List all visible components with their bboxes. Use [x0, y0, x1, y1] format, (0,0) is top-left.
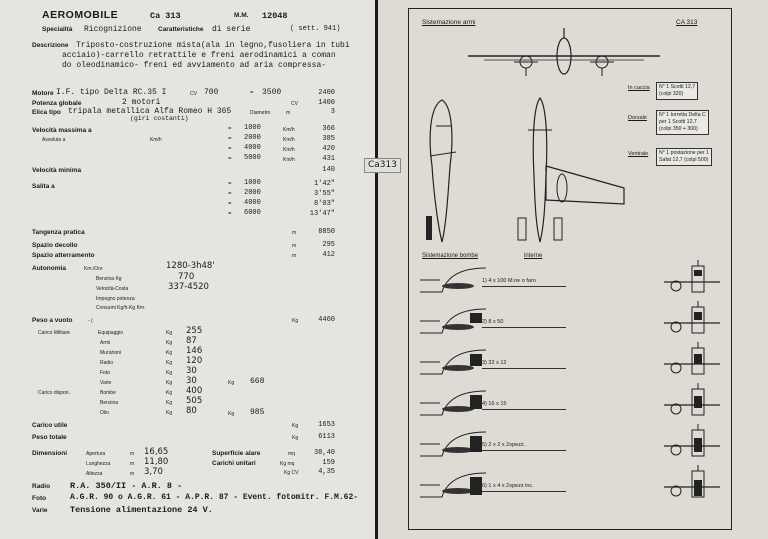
dim-item: Altezza: [86, 471, 103, 477]
caccia-line: N° 1 Scotti 12,7: [659, 84, 696, 90]
decollo-unit: m: [292, 243, 297, 249]
peso-vuoto-label: Peso a vuoto: [32, 317, 73, 324]
desc-line-2: acciaio)-carrello retrattile e freni aerodinamici a coman: [62, 51, 336, 60]
potenza-label: Potenza globale: [32, 100, 82, 107]
carico-mil-item: Munizioni: [100, 350, 122, 356]
elica-label: Elica tipo: [32, 109, 61, 116]
dim-value: 11,80: [144, 457, 169, 467]
vmax-unit: Km/h: [283, 137, 295, 143]
salita-alt: 6000: [244, 209, 261, 217]
dim-unit: m: [130, 461, 135, 467]
vmax-alt: 2000: [244, 134, 261, 142]
equals-sign: =: [228, 136, 232, 142]
dim-label: Dimensioni: [32, 450, 68, 457]
potenza-value: 2 motori: [122, 98, 161, 107]
equals-sign: =: [228, 126, 232, 132]
bomb-row-rule: [482, 491, 566, 492]
vmin-value: 140: [322, 166, 335, 174]
carico-mil-value: 30: [186, 376, 197, 386]
bomb-row-label: 4) 16 x 15: [482, 401, 507, 407]
peso-vuoto-value: 4460: [318, 316, 335, 324]
carico-mil-unit: Kg: [166, 340, 173, 346]
vmax-unit: Km/h: [283, 157, 295, 163]
bomb-bay-sketch-icon: [418, 426, 488, 460]
carico-disp-value: 505: [186, 396, 203, 406]
desc-line-3: do oleodinamico- freni ed avviamento ad aria compressa-: [62, 61, 327, 70]
dim-value: 3,70: [144, 467, 163, 477]
char-value: di serie: [212, 25, 251, 34]
peso-totale-label: Peso totale: [32, 434, 67, 441]
peso-totale-value: 6113: [318, 433, 335, 441]
varie-value: Tensione alimentazione 24 V.: [70, 505, 213, 515]
carico-mil-item: Radio: [100, 360, 114, 366]
carichi-unit: Kg mq: [280, 461, 295, 467]
equals-sign: =: [250, 90, 254, 96]
bomb-row-label: 2) 8 x 50: [482, 319, 504, 325]
peso-vuoto-paren: - (: [88, 318, 93, 324]
dorsale-line: per 1 Scotti 12,7: [659, 119, 697, 126]
auton-label: Autonomia: [32, 265, 66, 272]
decollo-value: 295: [322, 241, 335, 249]
dorsale-line: (colpi 350 + 300): [659, 126, 698, 133]
velcosta-value: 337-4520: [168, 282, 209, 292]
foto-label: Foto: [32, 495, 47, 502]
atterr-label: Spazio atterramento: [32, 252, 95, 259]
giri-result: 2400: [318, 89, 335, 97]
ventrale-line: N° 1 postazione per 1: [659, 150, 709, 156]
dim-unit: m: [130, 451, 135, 457]
tang-value: 8850: [318, 228, 335, 236]
dorsale-label: Dorsale: [628, 115, 647, 121]
salita-alt: 1000: [244, 179, 261, 187]
vmax-alt: 1000: [244, 124, 261, 132]
carico-mil-unit: Kg: [166, 330, 173, 336]
equals-sign: =: [228, 211, 232, 217]
bomb-bay-sketch-icon: [418, 467, 488, 501]
vmax-value: 420: [322, 145, 335, 153]
bomb-rear-view-icon: [662, 342, 722, 378]
armament-drawing-page: [378, 0, 768, 539]
bomb-row-label: 6) 1 x 4 x 2spezz inc.: [482, 483, 534, 489]
caccia-line: (colpi 320): [659, 91, 684, 98]
mm-label: M.M.: [234, 12, 249, 19]
carichi-value: 159: [322, 459, 335, 467]
desc-label: Descrizione: [32, 42, 69, 49]
potenza-cv-label: CV: [291, 101, 298, 107]
carico-mil-item: Foto: [100, 370, 111, 376]
caccia-box: [656, 82, 698, 100]
dim-unit: m: [130, 471, 135, 477]
vmin-label: Velocità minima: [32, 167, 82, 174]
bomb-bay-sketch-icon: [418, 262, 488, 296]
salita-value: 1'42": [313, 180, 335, 188]
carico-disp-value: 80: [186, 406, 197, 416]
carico-disp-total: 985: [250, 408, 265, 417]
vmax-value: 385: [322, 135, 335, 143]
dim-item: Lunghezza: [86, 461, 111, 467]
spec-value: Ricognizione: [84, 25, 142, 34]
carico-disp-unit: Kg: [166, 400, 173, 406]
aircraft-top-view-icon: [508, 96, 628, 246]
bomb-row-rule: [482, 286, 566, 287]
carico-mil-value: 87: [186, 336, 197, 346]
vmax-label: Velocità massima a: [32, 127, 92, 134]
radio-value: R.A. 350/II - A.R. 8 -: [70, 481, 183, 491]
carico-disp-kg: Kg: [228, 411, 235, 417]
atterr-value: 412: [322, 251, 335, 259]
bomb-rear-view-icon: [662, 260, 722, 296]
equals-sign: =: [228, 156, 232, 162]
bomb-row-rule: [482, 327, 566, 328]
bomb-rear-view-icon: [662, 301, 722, 337]
equals-sign: =: [228, 181, 232, 187]
aircraft-model: Ca 313: [150, 11, 181, 21]
carico-mil-unit: Kg: [166, 360, 173, 366]
carico-utile-value: 1653: [318, 421, 335, 429]
giri-value: 3500: [262, 88, 282, 97]
foto-value: A.G.R. 90 o A.G.R. 61 - A.P.R. 87 - Event. fotomitr. F.M.62-: [70, 493, 359, 502]
carico-mil-unit: Kg: [166, 370, 173, 376]
potenza-result: 1400: [318, 99, 335, 107]
sup-label: Superficie alare: [212, 450, 261, 457]
ventrale-box: [656, 148, 712, 166]
vmax-unit: Km/h: [283, 147, 295, 153]
carico-disp-unit: Kg: [166, 410, 173, 416]
benzina-value: 770: [178, 272, 195, 282]
atterr-unit: m: [292, 253, 297, 259]
spec-sheet-page: [0, 0, 375, 539]
carico-disp-item: Bombe: [100, 390, 116, 396]
equals-sign: =: [228, 146, 232, 152]
mm-value: 12048: [262, 11, 288, 21]
bomb-rear-view-icon: [662, 424, 722, 460]
equals-sign: =: [228, 191, 232, 197]
carico-mil-item: Armi: [100, 340, 111, 346]
carico-mil-unit: Kg: [166, 350, 173, 356]
auton-sub: Km./Ore: [84, 266, 103, 272]
carico-disp-value: 400: [186, 386, 203, 396]
carico-mil-item: Equipaggio: [98, 330, 124, 336]
motore-label: Motore: [32, 90, 54, 97]
desc-line-1: Triposto-costruzione mista(ala in legno,fusoliera in tubi: [76, 41, 350, 50]
sup-unit: mq: [288, 451, 295, 457]
salita-label: Salita a: [32, 183, 55, 190]
elica-note: (giri costanti): [130, 115, 189, 122]
carico-utile-unit: Kg: [292, 423, 299, 429]
auton-value: 1280-3h48': [166, 261, 215, 271]
velcosta-sub: Velocità-Costa: [96, 286, 129, 292]
ass-label: Assoluta a: [42, 137, 66, 143]
vmax-unit: Km/h: [283, 127, 295, 133]
carico-mil-item: Varie: [100, 380, 112, 386]
kgcv-label: Kg CV: [284, 470, 299, 476]
impegno-sub: Impegno potenza: [96, 296, 135, 302]
tang-unit: m: [292, 230, 297, 236]
carico-mil-value: 30: [186, 366, 197, 376]
carico-mil-label: Carico Militare: [38, 330, 70, 336]
varie-label: Varie: [32, 507, 48, 514]
bomb-bay-sketch-icon: [418, 385, 488, 419]
carico-mil-value: 120: [186, 356, 203, 366]
carico-disp-unit: Kg: [166, 390, 173, 396]
peso-totale-unit: Kg: [292, 435, 299, 441]
side-note: Ca313: [364, 158, 401, 173]
carico-disp-label: Carico dispon.: [38, 390, 70, 396]
benzina-sub: Benzina Kg: [96, 276, 122, 282]
bomb-row-label: 5) 2 x 2 x 2spezz.: [482, 442, 526, 448]
salita-value: 3'55": [313, 190, 335, 198]
ass-kmh: Km/h: [150, 137, 162, 143]
vmax-value: 431: [322, 155, 335, 163]
aircraft-plan-view-icon: [464, 26, 664, 86]
cv-label: CV: [190, 91, 197, 97]
salita-value: 8'03": [313, 200, 335, 208]
carico-mil-kg: Kg: [228, 380, 235, 386]
caccia-label: In caccia: [628, 85, 650, 91]
armament-model: CA 313: [676, 19, 698, 26]
sup-value: 38,40: [313, 449, 335, 457]
vmax-alt: 4000: [244, 144, 261, 152]
salita-alt: 4000: [244, 199, 261, 207]
dim-value: 16,65: [144, 447, 169, 457]
bomb-row-label: 1) 4 x 100 M.ne o faro: [482, 278, 536, 284]
bomb-bay-sketch-icon: [418, 303, 488, 337]
elica-diam-unit: m: [286, 110, 291, 116]
peso-vuoto-unit: Kg: [292, 318, 299, 324]
char-label: Caratteristiche: [158, 26, 204, 33]
radio-label: Radio: [32, 483, 51, 490]
carico-mil-value: 146: [186, 346, 203, 356]
salita-value: 13'47": [309, 210, 335, 218]
elica-diam-label: Diametro: [250, 110, 271, 116]
bombs-title-b: interne: [524, 253, 543, 259]
salita-alt: 2000: [244, 189, 261, 197]
armament-title: Sistemazione armi: [422, 19, 476, 26]
carico-disp-item: Benzina: [100, 400, 119, 406]
tang-label: Tangenza pratica: [32, 229, 85, 236]
char-date: ( sett. 941): [290, 25, 341, 33]
carico-mil-total: 668: [250, 377, 265, 386]
decollo-label: Spazio decollo: [32, 242, 78, 249]
carico-mil-unit: Kg: [166, 380, 173, 386]
carico-disp-item: Olio: [100, 410, 109, 416]
carichi-label: Carichi unitari: [212, 460, 256, 467]
carico-mil-value: 255: [186, 326, 203, 336]
bomb-row-rule: [482, 368, 566, 369]
dorsale-line: N° 1 torretta Delta C: [659, 112, 706, 118]
dim-item: Apertura: [86, 451, 106, 457]
bomb-row-label: 3) 32 x 12: [482, 360, 507, 366]
bomb-rear-view-icon: [662, 383, 722, 419]
aircraft-brand: AEROMOBILE: [42, 9, 119, 21]
ventrale-line: Safat 12,7 (colpi 500): [659, 157, 709, 164]
motore-value: I.F. tipo Delta RC.35 I: [56, 88, 167, 97]
bombs-title-a: Sistemazione bombe: [422, 253, 479, 259]
bomb-row-rule: [482, 409, 566, 410]
consumi-sub: Consumi Kg/h-Kg Km.: [96, 305, 146, 311]
equals-sign: =: [228, 201, 232, 207]
bomb-row-rule: [482, 450, 566, 451]
bomb-bay-sketch-icon: [418, 344, 488, 378]
vmax-alt: 5000: [244, 154, 261, 162]
carico-utile-label: Carico utile: [32, 422, 68, 429]
cv-value: 700: [204, 88, 219, 97]
elica-result: 3: [330, 108, 335, 116]
vmax-value: 366: [322, 125, 335, 133]
elica-value: tripala metallica Alfa Romeo H 365: [68, 107, 232, 116]
aircraft-side-view-icon: [422, 96, 462, 246]
bomb-rear-view-icon: [662, 465, 722, 501]
dorsale-box: [656, 110, 709, 135]
spec-label: Specialità: [42, 26, 73, 33]
kgcv-value: 4,35: [318, 468, 335, 476]
ventrale-label: Ventrale: [628, 151, 649, 157]
